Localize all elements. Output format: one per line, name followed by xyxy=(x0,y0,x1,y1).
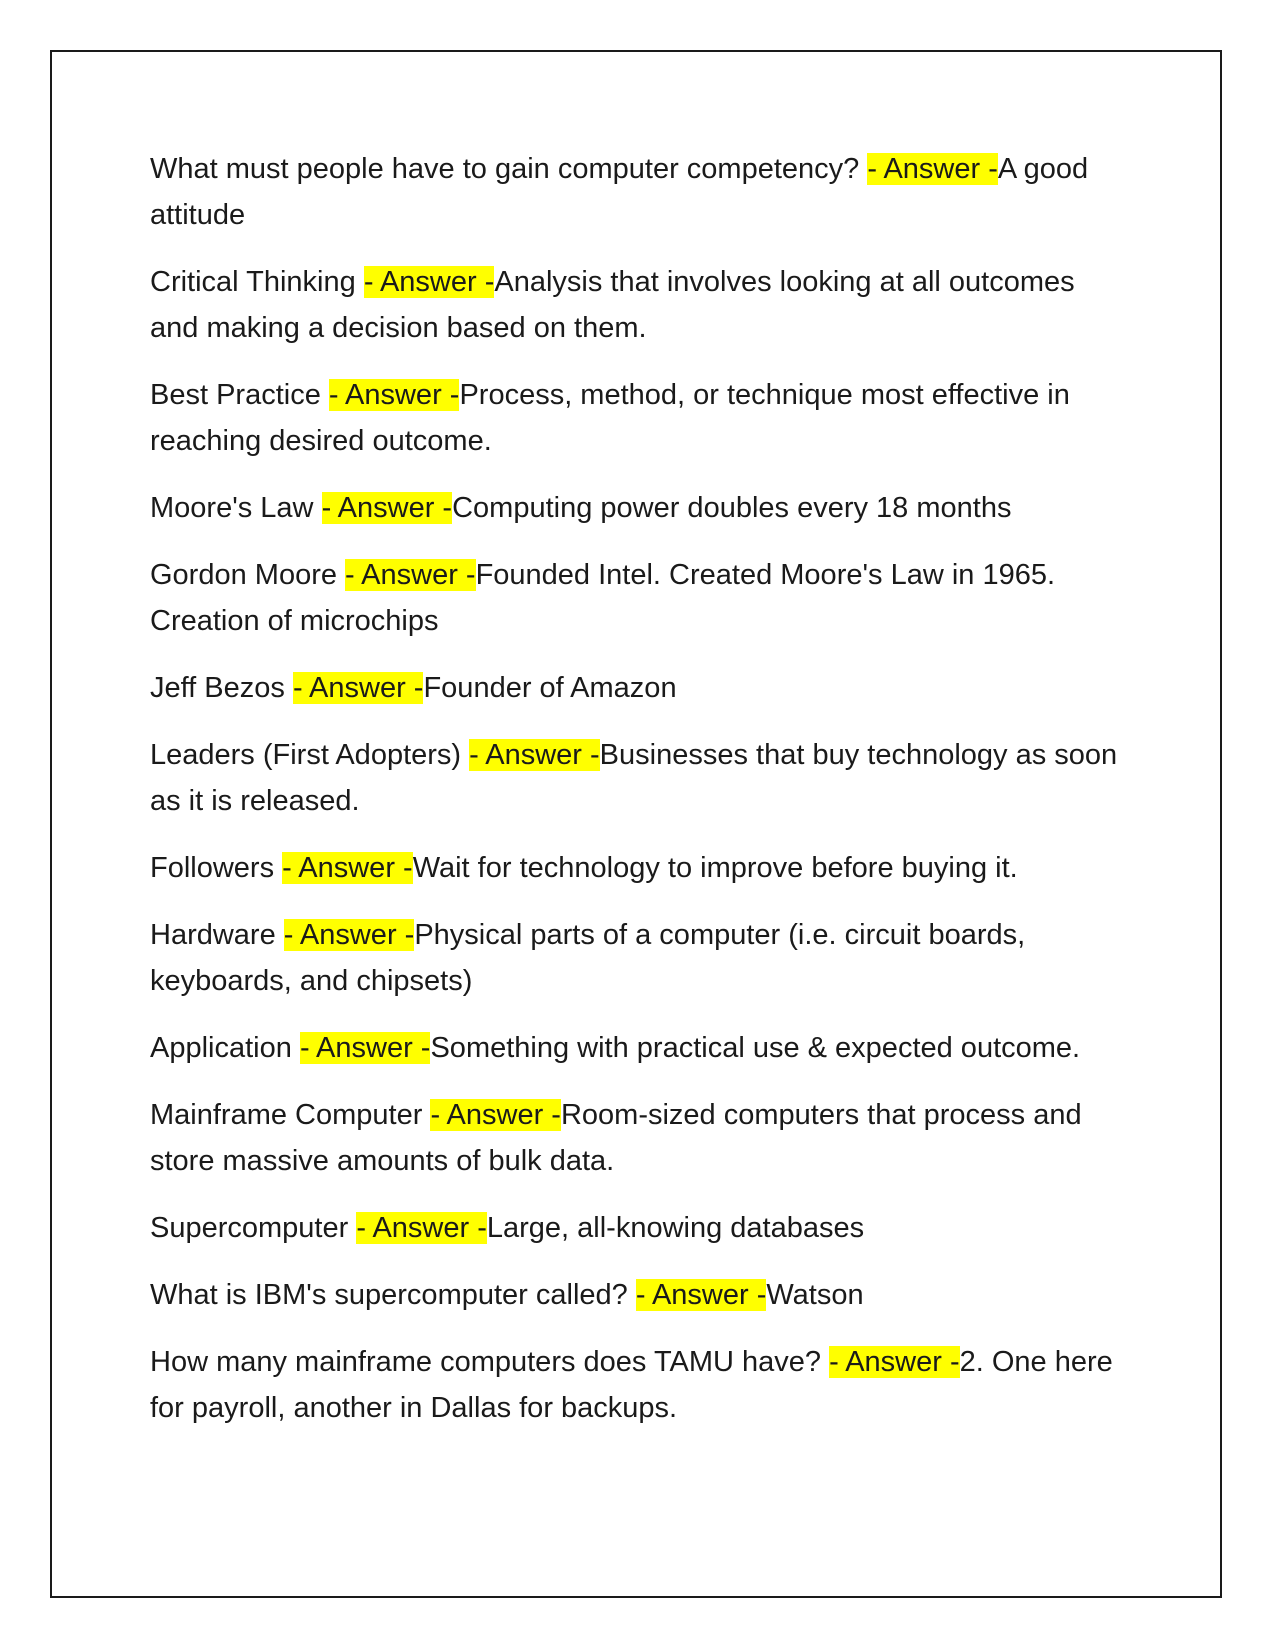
qa-item xyxy=(150,845,1130,891)
qa-answer: Physical parts of a computer (i.e. circuit boards, keyboards, and chipsets) xyxy=(150,919,1026,997)
qa-term: Supercomputer xyxy=(150,1212,357,1244)
qa-item xyxy=(150,912,1130,1004)
qa-item xyxy=(150,732,1130,824)
answer-marker: - Answer - xyxy=(356,1212,487,1244)
qa-term: Critical Thinking xyxy=(150,266,364,298)
qa-item xyxy=(150,552,1130,644)
qa-term: Hardware xyxy=(150,919,284,951)
qa-answer: Wait for technology to improve before buying it. xyxy=(412,852,1018,884)
qa-item xyxy=(150,1092,1130,1184)
qa-answer: Computing power doubles every 18 months xyxy=(452,492,1012,524)
qa-item xyxy=(150,485,1130,531)
answer-marker: - Answer - xyxy=(321,492,453,524)
qa-item xyxy=(150,1339,1130,1431)
qa-item xyxy=(150,146,1130,238)
qa-answer: Analysis that involves looking at all outcomes and making a decision based on them. xyxy=(150,266,1075,344)
qa-term: What is IBM's supercomputer called? xyxy=(150,1279,636,1311)
qa-answer: 2. One here for payroll, another in Dallas for backups. xyxy=(150,1346,1113,1424)
qa-term: Moore's Law xyxy=(150,492,322,524)
qa-answer: Something with practical use & expected outcome. xyxy=(430,1032,1081,1064)
qa-answer: Room-sized computers that process and store massive amounts of bulk data. xyxy=(150,1099,1082,1177)
qa-term: Leaders (First Adopters) xyxy=(150,739,470,771)
answer-marker: - Answer - xyxy=(829,1346,960,1378)
answer-marker: - Answer - xyxy=(867,153,998,185)
qa-item xyxy=(150,1272,1130,1318)
answer-marker: - Answer - xyxy=(328,379,460,411)
qa-answer: Process, method, or technique most effective in reaching desired outcome. xyxy=(150,379,1070,457)
answer-marker: - Answer - xyxy=(292,672,424,704)
qa-answer: Watson xyxy=(766,1279,864,1311)
qa-answer: Businesses that buy technology as soon as it is released. xyxy=(150,739,1118,817)
qa-term: Gordon Moore xyxy=(150,559,346,591)
qa-item xyxy=(150,1025,1130,1071)
answer-marker: - Answer - xyxy=(299,1032,431,1064)
answer-marker: - Answer - xyxy=(282,852,413,884)
answer-marker: - Answer - xyxy=(635,1279,767,1311)
qa-list xyxy=(150,146,1130,1452)
answer-marker: - Answer - xyxy=(469,739,600,771)
qa-answer: Large, all-knowing databases xyxy=(486,1212,865,1244)
qa-term: What must people have to gain computer competency? xyxy=(150,153,868,185)
answer-marker: - Answer - xyxy=(345,559,476,591)
qa-answer: Founded Intel. Created Moore's Law in 1965. Creation of microchips xyxy=(150,559,1056,637)
qa-item xyxy=(150,1205,1130,1251)
qa-term: Best Practice xyxy=(150,379,329,411)
qa-answer: Founder of Amazon xyxy=(423,672,677,704)
answer-marker: - Answer - xyxy=(363,266,495,298)
qa-item xyxy=(150,372,1130,464)
qa-term: Mainframe Computer xyxy=(150,1099,431,1131)
qa-term: Application xyxy=(150,1032,300,1064)
qa-item xyxy=(150,259,1130,351)
qa-term: Followers xyxy=(150,852,283,884)
qa-term: Jeff Bezos xyxy=(150,672,293,704)
answer-marker: - Answer - xyxy=(430,1099,561,1131)
qa-item xyxy=(150,665,1130,711)
answer-marker: - Answer - xyxy=(283,919,415,951)
qa-answer: A good attitude xyxy=(150,153,1089,231)
qa-term: How many mainframe computers does TAMU have? xyxy=(150,1346,830,1378)
